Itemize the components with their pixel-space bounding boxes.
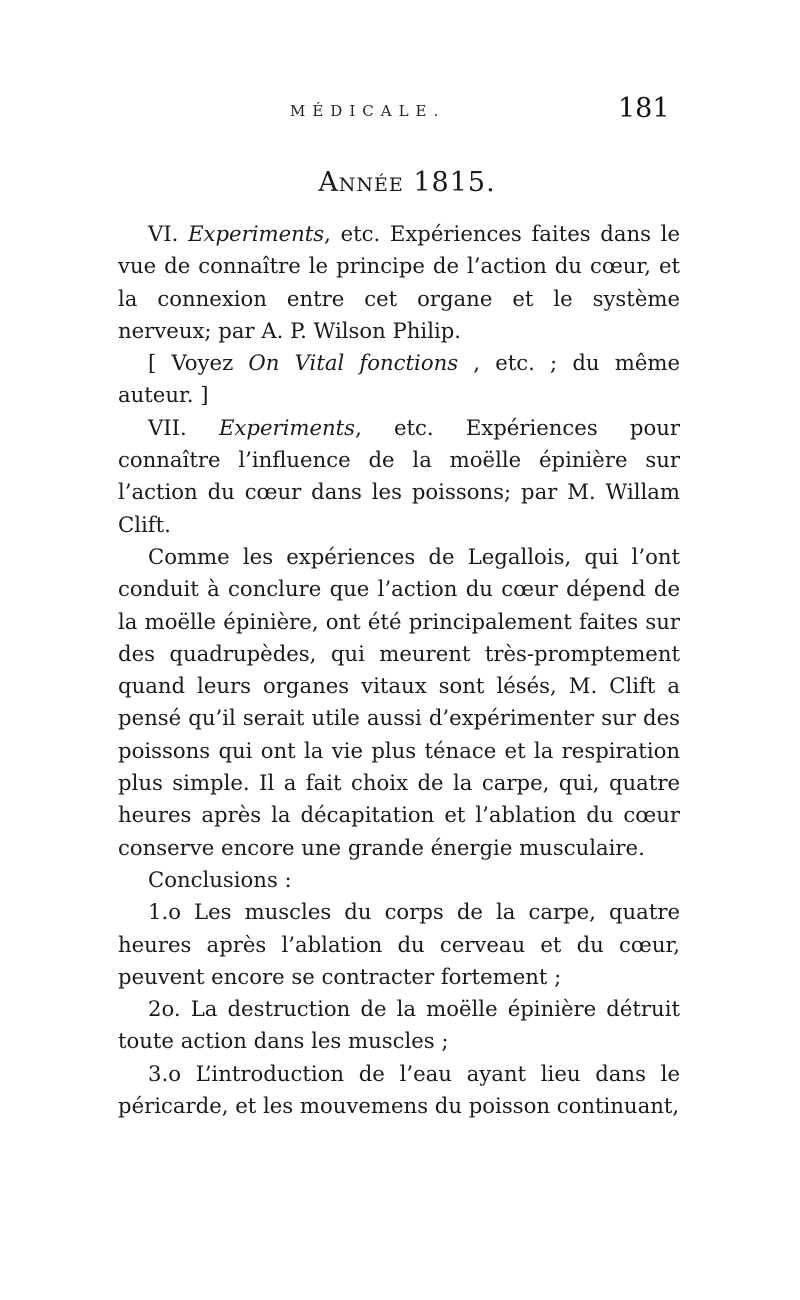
year-heading: Année 1815. bbox=[318, 167, 496, 198]
note-close: , etc. ; du même auteur. ] bbox=[118, 350, 681, 408]
conclusion-2: 2o. La destruction de la moëlle épinière détruit toute action dans les muscles ; bbox=[118, 996, 680, 1054]
conclusions-label: Conclusions : bbox=[148, 866, 292, 892]
entry-vi-title: Experiments bbox=[188, 221, 325, 246]
conclusion-3: 3.o L’introduction de l’eau ayant lieu dans le péricarde, et les mouvemens du poisson continuant, bbox=[118, 1060, 680, 1119]
conclusion-1: 1.o Les muscles du corps de la carpe, quatre heures après l’ablation du cerveau et du cœur, peuvent encore se contracter fortement ; bbox=[118, 899, 680, 989]
paragraph-main: Comme les expériences de Legallois, qui l’ont conduit à conclure que l’action du cœur dépend de la moëlle épinière, ont été principalement faites sur des quadrupèdes, qui meurent très-promptement quand leurs organes vitaux sont lésés, M. Clift a pensé qu’il serait utile aussi d’expérimenter sur des poissons qui ont la vie plus ténace et la respiration plus simple. Il a fait choix de la carpe, qui, quatre heures après la décapitation et l’ablation du cœur conserve encore une grande énergie musculaire. bbox=[118, 543, 680, 860]
page-number: 181 bbox=[618, 93, 670, 124]
entry-vii-number: VII. bbox=[148, 414, 187, 440]
note-title: On Vital fonctions bbox=[248, 350, 459, 376]
entry-vii-text: , etc. Expériences pour connaître l’influence de la moëlle épinière sur l’action du cœur dans les poissons; par M. Willam Clift. bbox=[118, 414, 680, 537]
entry-vi bbox=[118, 218, 680, 347]
entry-note bbox=[118, 347, 680, 412]
body-text bbox=[118, 218, 680, 1122]
note-open: [ Voyez bbox=[148, 350, 249, 376]
running-header bbox=[0, 93, 800, 126]
entry-vi-number: VI. bbox=[148, 221, 179, 246]
entry-vii-title: Experiments bbox=[218, 414, 356, 440]
running-title: MÉDICALE. bbox=[290, 102, 446, 120]
entry-vi-text: , etc. Expériences faites dans le vue de connaître le principe de l’action du cœur, et la connexion entre cet organe et le système nerveux; par A. P. Wilson Philip. bbox=[118, 221, 680, 343]
entry-vii bbox=[118, 412, 680, 541]
